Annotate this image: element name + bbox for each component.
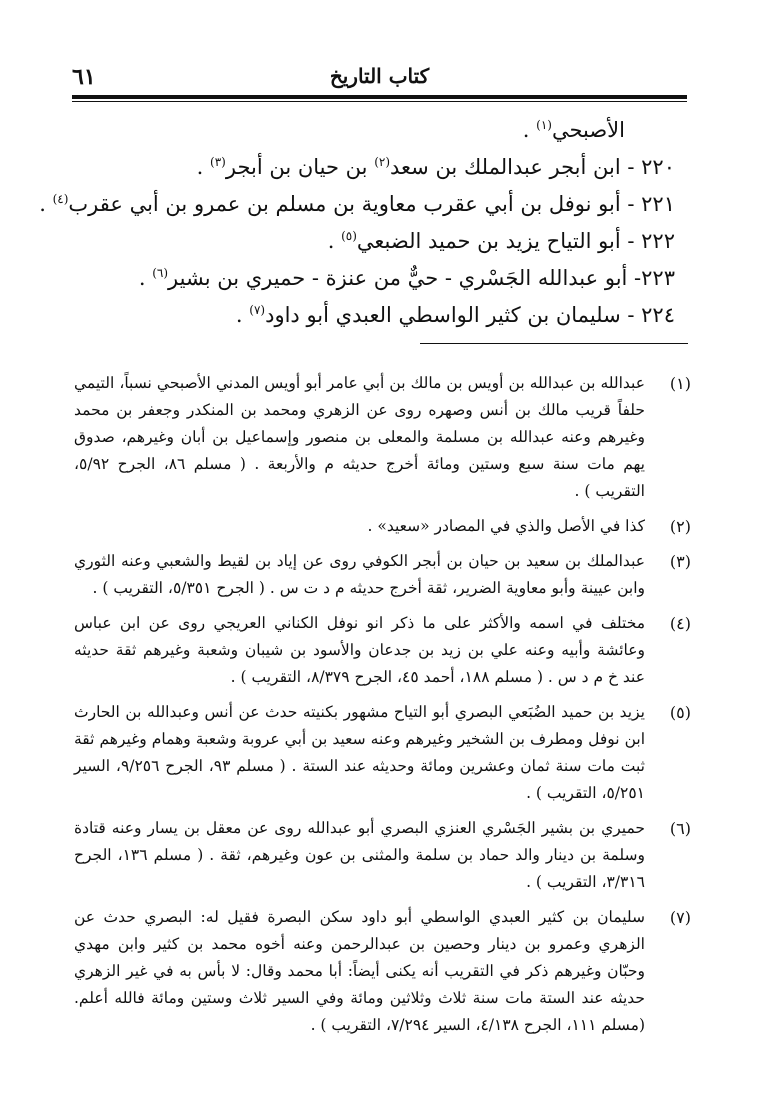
footnotes [74, 370, 691, 1047]
footnote-divider [420, 343, 688, 344]
footnote-number: (٥) [669, 703, 691, 722]
footnote-number: (٤) [669, 614, 691, 633]
footnote-text: يزيد بن حميد الضُبَعي البصري أبو التياح مشهور بكنيته حدث عن أنس وعبدالله بن الحارث ابن نوفل ومطرف بن الشخير وغيرهم وعنه سعيد بن أبي عروبة وشعبة وهمام وغيرهم ثقة ثبت مات سنة ثمان وعشرين ومائة وحديثه عند الستة . ( مسلم ٩٣، الجرح ٩/٢٥٦، السير ٥/٢٥١، التقريب ) . [74, 703, 645, 802]
book-title: كتاب التاريخ [329, 64, 430, 88]
footnote-ref[interactable]: (٣) [210, 155, 226, 169]
footnote-number: (٢) [669, 517, 691, 536]
entry-line [100, 149, 675, 186]
entry-tail: . [327, 229, 342, 253]
page-number: ٦١ [72, 64, 96, 90]
footnote-text: كذا في الأصل والذي في المصادر «سعيد» . [367, 517, 645, 535]
entry-line [100, 223, 675, 260]
entry-text: الأصبحي [551, 118, 625, 142]
footnote-ref[interactable]: (٦) [152, 266, 169, 280]
entry-text: ٢٢٢ - أبو التياح يزيد بن حميد الضبعي [356, 229, 675, 253]
entry-text: ٢٢١ - أبو نوفل بن أبي عقرب معاوية بن مسلم بن عمرو بن أبي عقرب [68, 192, 675, 216]
entry-tail: . [235, 303, 250, 327]
entry-tail: . [522, 118, 537, 142]
footnote [74, 699, 691, 807]
footnote-ref[interactable]: (٧) [249, 303, 266, 317]
footnote-text: سليمان بن كثير العبدي الواسطي أبو داود سكن البصرة فقيل له: البصري حدث عن الزهري وعمرو بن دينار وحصين بن عبدالرحمن وعنه أخوه محمد بن كثير وابن مهدي وحبّان وغيرهم ذكر في التقريب أنه يكنى أيضاً: أبا محمد وقال: لا بأس به في غير الزهري حديثه عند الستة مات سنة ثلاث وثلاثين ومائة وفي السير ثلاث وستين ومائة فالله أعلم. (مسلم ١١١، الجرح ٤/١٣٨، السير ٧/٢٩٤، التقريب ) . [74, 908, 645, 1034]
footnote-text: عبدالله بن عبدالله بن أويس بن مالك بن أبي عامر أبو أويس المدني الأصبحي نسباً، التيمي حلفاً قريب مالك بن أنس وصهره روى عن الزهري ومحمد بن المنكدر وجعفر بن محمد وغيرهم وعنه عبدالله بن مسلمة والمعلى بن منصور وإسماعيل بن أبان وغيرهم، صدوق يهم مات سنة سبع وستين ومائة أخرج حديثه م والأربعة . ( مسلم ٨٦، الجرح ٥/٩٢، التقريب ) . [74, 374, 645, 500]
entry-text: ٢٢٤ - سليمان بن كثير الواسطي العبدي أبو داود [265, 303, 675, 327]
footnote-number: (٧) [669, 908, 691, 927]
entry-line [39, 186, 675, 223]
footnote [74, 513, 691, 540]
footnote-number: (٣) [669, 552, 691, 571]
entry-tail: . [39, 192, 53, 216]
footnote [74, 548, 691, 602]
entry-tail: بن حيان بن أبجر [225, 155, 375, 179]
footnote-text: مختلف في اسمه والأكثر على ما ذكر انو نوفل الكناني العريجي روى عن ابن عباس وعائشة وأبيه وعنه علي بن زيد بن جدعان والأسود بن شيبان وشعبة وغيرهم ثقة حديثه عند خ م د س . ( مسلم ١٨٨، أحمد ٤٥، الجرح ٨/٣٧٩، التقريب ) . [74, 614, 645, 686]
footnote-number: (١) [669, 374, 691, 393]
footnote-ref[interactable]: (١) [536, 118, 552, 132]
footnote-ref[interactable]: (٥) [341, 229, 357, 243]
footnote-text: عبدالملك بن سعيد بن حيان بن أبجر الكوفي روى عن إياد بن لقيط والشعبي وعنه الثوري وابن عيينة وأبو معاوية الضرير، ثقة أخرج حديثه م د ت س . ( الجرح ٥/٣٥١، التقريب ) . [74, 552, 645, 597]
footnote-ref[interactable]: (٤) [52, 192, 69, 206]
entry-line [100, 112, 675, 149]
entry-text: ٢٢٣- أبو عبدالله الجَسْري - حيٌّ من عنزة - حميري بن بشير [168, 266, 675, 290]
footnote-ref[interactable]: (٢) [374, 155, 391, 169]
footnote [74, 815, 691, 896]
main-text [39, 112, 675, 334]
entry-tail: . [138, 266, 153, 290]
footnote [74, 610, 691, 691]
entry-tail: . [196, 155, 211, 179]
entry-text: ٢٢٠ - ابن أبجر عبدالملك بن سعد [390, 155, 675, 179]
entry-line [100, 297, 675, 334]
header-rule-thin [72, 101, 687, 102]
footnote [74, 370, 691, 505]
footnote [74, 904, 691, 1039]
running-header [72, 64, 687, 94]
entry-line [100, 260, 675, 297]
footnote-text: حميري بن بشير الجَسْري العنزي البصري أبو عبدالله روى عن معقل بن يسار وعنه قتادة وسلمة بن دينار والد حماد بن سلمة والمثنى بن عون وغيرهم، ثقة . ( مسلم ١٣٦، الجرح ٣/٣١٦، التقريب ) . [74, 819, 645, 891]
header-rule-thick [72, 95, 687, 99]
footnote-number: (٦) [669, 819, 691, 838]
